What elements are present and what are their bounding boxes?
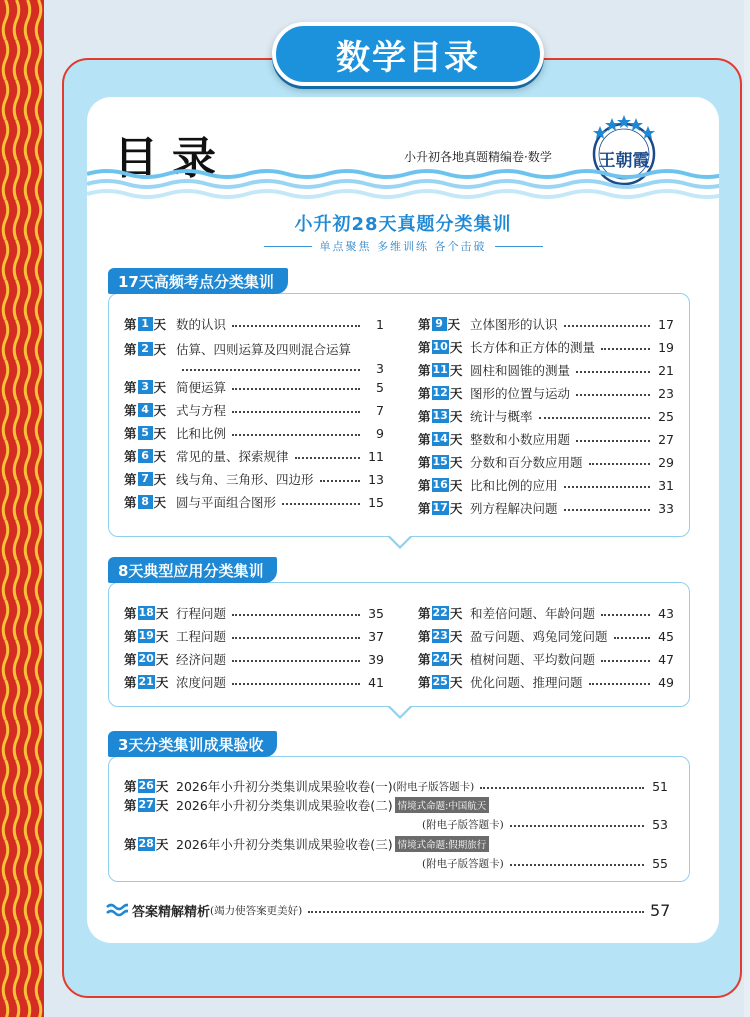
- leader-dots: [232, 683, 360, 685]
- day-suffix: 天: [449, 629, 463, 644]
- slogan-row: [87, 238, 719, 254]
- day-label: [418, 384, 470, 402]
- toc-item-continuation: [176, 358, 384, 378]
- day-number-badge: 11: [432, 363, 448, 376]
- toc-item[interactable]: [124, 672, 384, 692]
- day-label: [418, 650, 470, 668]
- toc-item[interactable]: [124, 314, 384, 334]
- day-prefix: 第: [124, 779, 137, 794]
- leader-dots: [232, 411, 360, 413]
- section-3-title: 3天分类集训成果验收: [108, 731, 277, 757]
- work-title: 2026年小升初分类集训成果验收卷(二): [176, 798, 393, 813]
- page-title-pill: 数学目录: [272, 22, 544, 86]
- day-number-badge: 27: [138, 798, 154, 811]
- day-number-badge: 5: [138, 426, 153, 440]
- day-prefix: 第: [124, 629, 137, 644]
- toc-item[interactable]: [124, 626, 384, 646]
- page-heading: 目录: [114, 133, 230, 184]
- day-number-badge: 13: [432, 409, 448, 422]
- day-label: [124, 835, 176, 853]
- section-2-pointer: [388, 707, 412, 719]
- day-suffix: 天: [449, 652, 463, 667]
- toc-topic: 浓度问题: [176, 675, 227, 690]
- day-suffix: 天: [153, 342, 167, 357]
- day-suffix: 天: [153, 403, 167, 418]
- leader-dots: [182, 369, 360, 371]
- day-label: [418, 315, 470, 333]
- toc-item[interactable]: [418, 475, 674, 495]
- day-label: [124, 315, 176, 333]
- day-suffix: 天: [155, 837, 169, 852]
- day-prefix: 第: [418, 629, 431, 644]
- day-label: [124, 424, 176, 442]
- day-suffix: 天: [449, 501, 463, 516]
- leader-dots: [539, 417, 650, 419]
- day-label: [124, 401, 176, 419]
- leader-dots: [232, 660, 360, 662]
- toc-page: 23: [658, 385, 674, 401]
- day-prefix: 第: [418, 363, 431, 378]
- day-suffix: 天: [447, 317, 461, 332]
- toc-item[interactable]: [418, 383, 674, 403]
- toc-page: 11: [368, 448, 384, 464]
- day-label: [418, 407, 470, 425]
- work-item[interactable]: [124, 834, 668, 854]
- day-label: [124, 650, 176, 668]
- day-label: [418, 604, 470, 622]
- wave-icon: [106, 903, 128, 917]
- toc-page: 49: [658, 674, 674, 690]
- toc-item[interactable]: [124, 469, 384, 489]
- toc-topic: 式与方程: [176, 403, 227, 418]
- toc-topic: 列方程解决问题: [470, 501, 558, 516]
- toc-page: 15: [368, 494, 384, 510]
- day-number-badge: 10: [432, 340, 448, 353]
- toc-item[interactable]: [124, 446, 384, 466]
- day-number-badge: 17: [432, 501, 448, 514]
- toc-page: 3: [376, 360, 384, 376]
- day-suffix: 天: [449, 606, 463, 621]
- day-prefix: 第: [418, 675, 431, 690]
- context-tag: 情境式命题:假期旅行: [395, 836, 490, 852]
- day-label: [418, 430, 470, 448]
- day-number-badge: 14: [432, 432, 448, 445]
- leader-dots: [308, 911, 644, 913]
- day-label: [418, 338, 470, 356]
- toc-item[interactable]: [418, 337, 674, 357]
- toc-page: 43: [658, 605, 674, 621]
- leader-dots: [564, 486, 650, 488]
- work-page: 53: [652, 816, 668, 832]
- toc-item[interactable]: [418, 672, 674, 692]
- day-suffix: 天: [153, 380, 167, 395]
- leader-dots: [576, 371, 650, 373]
- toc-page: 9: [376, 425, 384, 441]
- toc-topic: 圆与平面组合图形: [176, 495, 277, 510]
- slogan: 单点聚焦 多维训练 各个击破: [319, 240, 487, 253]
- day-number-badge: 19: [138, 629, 154, 642]
- day-suffix: 天: [155, 629, 169, 644]
- work-note: (附电子版答题卡): [422, 857, 504, 870]
- day-label: [124, 493, 176, 511]
- toc-topic: 线与角、三角形、四边形: [176, 472, 314, 487]
- leader-dots: [510, 864, 644, 866]
- toc-page: 27: [658, 431, 674, 447]
- day-prefix: 第: [418, 478, 431, 493]
- leader-dots: [564, 325, 650, 327]
- toc-item[interactable]: [418, 429, 674, 449]
- answer-title: 答案精解精析: [132, 904, 211, 920]
- leader-dots: [564, 509, 650, 511]
- leader-dots: [282, 503, 360, 505]
- toc-item[interactable]: [418, 360, 674, 380]
- day-prefix: 第: [124, 317, 137, 332]
- toc-page: 7: [376, 402, 384, 418]
- toc-page: 1: [376, 316, 384, 332]
- day-number-badge: 2: [138, 342, 153, 356]
- day-suffix: 天: [155, 675, 169, 690]
- day-label: [124, 673, 176, 691]
- leader-dots: [295, 457, 360, 459]
- day-number-badge: 4: [138, 403, 153, 417]
- day-suffix: 天: [449, 675, 463, 690]
- day-suffix: 天: [153, 495, 167, 510]
- day-label: [124, 447, 176, 465]
- toc-topic: 估算、四则运算及四则混合运算: [176, 342, 352, 357]
- work-note: (附电子版答题卡): [422, 818, 504, 831]
- leader-dots: [614, 637, 650, 639]
- day-number-badge: 3: [138, 380, 153, 394]
- leader-dots: [601, 614, 650, 616]
- day-label: [124, 378, 176, 396]
- day-prefix: 第: [418, 317, 431, 332]
- toc-page: 45: [658, 628, 674, 644]
- day-suffix: 天: [153, 426, 167, 441]
- day-number-badge: 26: [138, 779, 154, 792]
- toc-topic: 常见的量、探索规律: [176, 449, 289, 464]
- toc-item[interactable]: [124, 603, 384, 623]
- day-prefix: 第: [124, 380, 137, 395]
- day-prefix: 第: [124, 403, 137, 418]
- toc-page: 41: [368, 674, 384, 690]
- toc-page: 5: [376, 379, 384, 395]
- day-label: [418, 499, 470, 517]
- toc-page: 21: [658, 362, 674, 378]
- toc-topic: 植树问题、平均数问题: [470, 652, 596, 667]
- toc-topic: 长方体和正方体的测量: [470, 340, 596, 355]
- day-number-badge: 16: [432, 478, 448, 491]
- day-label: [418, 453, 470, 471]
- leader-dots: [589, 463, 650, 465]
- day-suffix: 天: [449, 455, 463, 470]
- day-label: [418, 673, 470, 691]
- day-suffix: 天: [449, 409, 463, 424]
- slogan-right-line: [495, 246, 543, 247]
- toc-item[interactable]: [418, 406, 674, 426]
- day-number-badge: 1: [138, 317, 153, 331]
- day-label: [124, 796, 176, 814]
- toc-page: 13: [368, 471, 384, 487]
- day-suffix: 天: [155, 798, 169, 813]
- gold-wave-pattern: [0, 0, 44, 1017]
- day-number-badge: 8: [138, 495, 153, 509]
- day-prefix: 第: [124, 675, 137, 690]
- answer-entry[interactable]: [106, 900, 671, 920]
- toc-item[interactable]: [124, 649, 384, 669]
- toc-page: 31: [658, 477, 674, 493]
- day-number-badge: 7: [138, 472, 153, 486]
- toc-item[interactable]: [418, 452, 674, 472]
- day-label: [124, 340, 176, 358]
- day-label: [418, 476, 470, 494]
- toc-topic: 统计与概率: [470, 409, 533, 424]
- day-prefix: 第: [124, 798, 137, 813]
- toc-page: 39: [368, 651, 384, 667]
- decorative-left-band: [0, 0, 44, 1017]
- leader-dots: [576, 440, 650, 442]
- logo-text: 王朝霞: [598, 151, 650, 171]
- toc-topic: 数的认识: [176, 317, 227, 332]
- toc-page: 19: [658, 339, 674, 355]
- day-number-badge: 28: [138, 837, 154, 850]
- answer-page: 57: [650, 900, 671, 920]
- toc-page: 47: [658, 651, 674, 667]
- section-1-title: 17天高频考点分类集训: [108, 268, 288, 294]
- day-number-badge: 12: [432, 386, 448, 399]
- leader-dots: [232, 614, 360, 616]
- day-suffix: 天: [449, 363, 463, 378]
- day-prefix: 第: [418, 432, 431, 447]
- day-suffix: 天: [155, 779, 169, 794]
- day-number-badge: 21: [138, 675, 154, 688]
- toc-topic: 盈亏问题、鸡兔同笼问题: [470, 629, 608, 644]
- work-item-continuation: [422, 853, 668, 873]
- toc-page: 25: [658, 408, 674, 424]
- work-title: 2026年小升初分类集训成果验收卷(三): [176, 837, 393, 852]
- toc-topic: 简便运算: [176, 380, 227, 395]
- toc-topic: 圆柱和圆锥的测量: [470, 363, 571, 378]
- work-page: 55: [652, 855, 668, 871]
- day-prefix: 第: [418, 652, 431, 667]
- day-prefix: 第: [124, 837, 137, 852]
- work-title: 2026年小升初分类集训成果验收卷(一): [176, 779, 393, 794]
- work-item[interactable]: [124, 776, 668, 796]
- toc-topic: 比和比例的应用: [470, 478, 558, 493]
- day-label: [418, 627, 470, 645]
- toc-item[interactable]: [418, 626, 674, 646]
- right-edge: [744, 0, 750, 1017]
- day-prefix: 第: [124, 652, 137, 667]
- toc-item[interactable]: [124, 400, 384, 420]
- toc-page: 33: [658, 500, 674, 516]
- section-1-pointer: [388, 537, 412, 549]
- day-number-badge: 9: [432, 317, 447, 331]
- toc-topic: 优化问题、推理问题: [470, 675, 583, 690]
- day-prefix: 第: [418, 606, 431, 621]
- day-label: [418, 361, 470, 379]
- day-suffix: 天: [449, 432, 463, 447]
- leader-dots: [601, 660, 650, 662]
- decorative-waves: [87, 168, 719, 202]
- leader-dots: [601, 348, 650, 350]
- day-suffix: 天: [155, 652, 169, 667]
- day-number-badge: 20: [138, 652, 154, 665]
- toc-item[interactable]: [418, 498, 674, 518]
- book-name: 小升初各地真题精编卷·数学: [404, 150, 552, 164]
- toc-item[interactable]: [124, 339, 384, 359]
- toc-page: 17: [658, 316, 674, 332]
- day-prefix: 第: [124, 472, 137, 487]
- toc-subtitle: 小升初28天真题分类集训: [294, 214, 512, 235]
- answer-note: (竭力使答案更美好): [210, 904, 303, 917]
- day-number-badge: 24: [432, 652, 448, 665]
- leader-dots: [576, 394, 650, 396]
- toc-item[interactable]: [124, 377, 384, 397]
- day-suffix: 天: [449, 478, 463, 493]
- leader-dots: [320, 480, 360, 482]
- day-suffix: 天: [449, 386, 463, 401]
- toc-topic: 分数和百分数应用题: [470, 455, 583, 470]
- day-label: [124, 627, 176, 645]
- day-suffix: 天: [153, 317, 167, 332]
- toc-page: 35: [368, 605, 384, 621]
- day-suffix: 天: [155, 606, 169, 621]
- toc-topic: 整数和小数应用题: [470, 432, 571, 447]
- day-suffix: 天: [449, 340, 463, 355]
- day-number-badge: 6: [138, 449, 153, 463]
- leader-dots: [589, 683, 650, 685]
- day-suffix: 天: [153, 472, 167, 487]
- day-prefix: 第: [418, 455, 431, 470]
- toc-item[interactable]: [124, 423, 384, 443]
- day-number-badge: 15: [432, 455, 448, 468]
- work-note: (附电子版答题卡): [392, 780, 475, 793]
- leader-dots: [232, 388, 360, 390]
- toc-topic: 行程问题: [176, 606, 227, 621]
- toc-item[interactable]: [418, 314, 674, 334]
- day-number-badge: 25: [432, 675, 448, 688]
- toc-topic: 工程问题: [176, 629, 227, 644]
- day-prefix: 第: [124, 449, 137, 464]
- day-number-badge: 22: [432, 606, 448, 619]
- day-prefix: 第: [418, 386, 431, 401]
- leader-dots: [510, 825, 644, 827]
- day-prefix: 第: [418, 340, 431, 355]
- toc-topic: 图形的位置与运动: [470, 386, 571, 401]
- leader-dots: [232, 637, 360, 639]
- day-number-badge: 18: [138, 606, 154, 619]
- day-prefix: 第: [124, 342, 137, 357]
- slogan-left-line: [264, 246, 312, 247]
- day-prefix: 第: [418, 501, 431, 516]
- day-label: [124, 470, 176, 488]
- leader-dots: [232, 325, 360, 327]
- toc-topic: 比和比例: [176, 426, 227, 441]
- work-item[interactable]: [124, 795, 668, 815]
- toc-topic: 和差倍问题、年龄问题: [470, 606, 596, 621]
- day-suffix: 天: [153, 449, 167, 464]
- toc-page: 29: [658, 454, 674, 470]
- toc-topic: 立体图形的认识: [470, 317, 558, 332]
- work-item-continuation: [422, 814, 668, 834]
- day-label: [124, 777, 176, 795]
- toc-item[interactable]: [124, 492, 384, 512]
- day-prefix: 第: [124, 426, 137, 441]
- day-number-badge: 23: [432, 629, 448, 642]
- day-prefix: 第: [124, 606, 137, 621]
- day-prefix: 第: [418, 409, 431, 424]
- toc-page: 37: [368, 628, 384, 644]
- toc-item[interactable]: [418, 603, 674, 623]
- section-2-title: 8天典型应用分类集训: [108, 557, 277, 583]
- day-label: [124, 604, 176, 622]
- toc-item[interactable]: [418, 649, 674, 669]
- work-page: 51: [652, 778, 668, 794]
- day-prefix: 第: [124, 495, 137, 510]
- toc-topic: 经济问题: [176, 652, 227, 667]
- context-tag: 情境式命题:中国航天: [395, 797, 490, 813]
- leader-dots: [232, 434, 360, 436]
- leader-dots: [480, 787, 644, 789]
